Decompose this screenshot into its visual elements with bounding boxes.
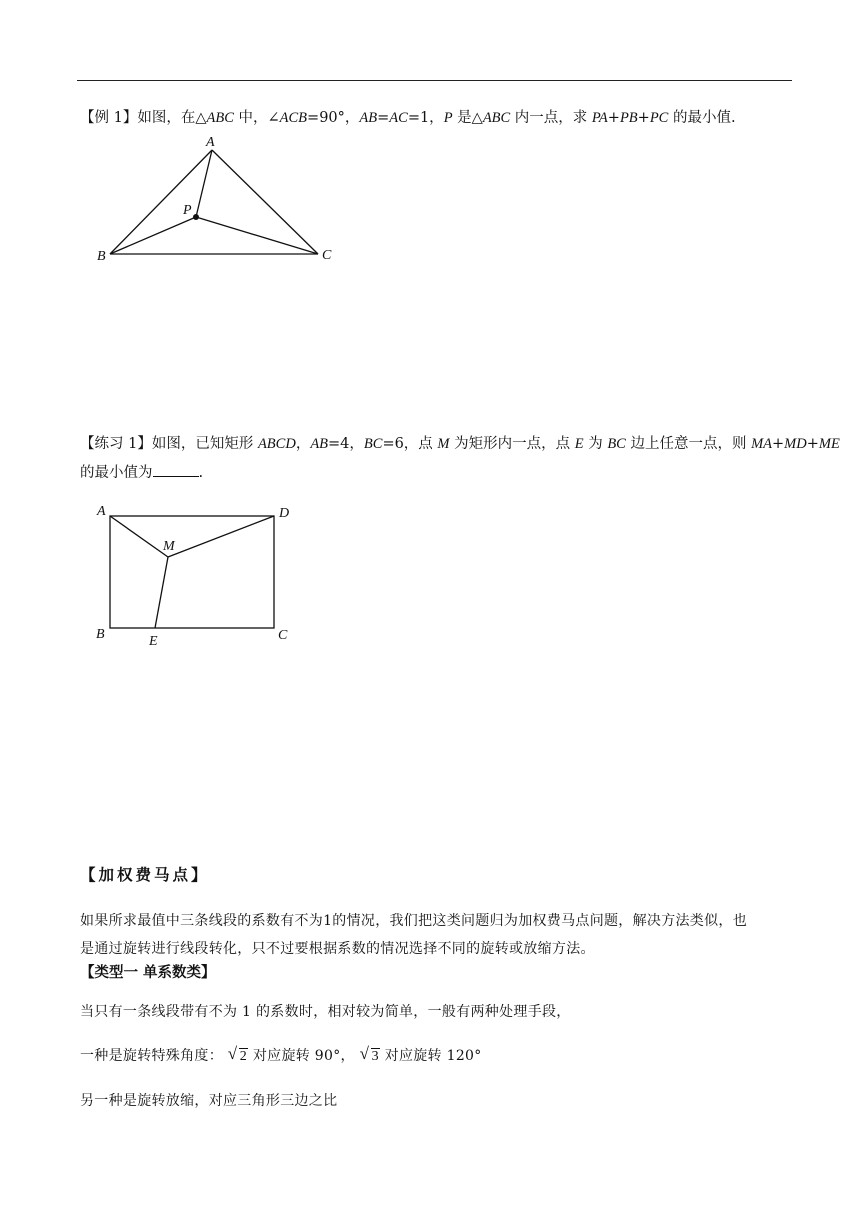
point-P	[193, 214, 199, 220]
text-part: =	[377, 110, 390, 126]
text-part: ABC	[482, 110, 511, 126]
segment-PA	[196, 150, 212, 217]
practice1-tag: 【练习 1】	[80, 436, 152, 452]
text-part: 为	[583, 436, 608, 452]
text-part: +	[772, 436, 785, 452]
label-rect-A: A	[97, 504, 106, 519]
segment-ME	[155, 557, 168, 628]
line-b: 一种是旋转特殊角度： √ 2 对应旋转 90°， √ 3 对应旋转 120°	[80, 1046, 482, 1067]
text-part: 中，∠	[233, 110, 280, 126]
text-part: 边上任意一点，则	[625, 436, 752, 452]
segment-PB	[110, 217, 196, 254]
text-part: +	[637, 110, 650, 126]
text-part: 是△	[452, 110, 483, 126]
text-part: 内一点，求	[510, 110, 592, 126]
text-part: =4，	[328, 436, 364, 452]
text-part: 如图，在△	[137, 110, 207, 126]
type1-heading: 【类型一 单系数类】	[80, 964, 216, 981]
para1-line1: 如果所求最值中三条线段的系数有不为1的情况，我们把这类问题归为加权费马点问题，解决方法类似，也	[80, 913, 748, 929]
answer-blank[interactable]	[153, 462, 199, 477]
label-rect-D: D	[279, 506, 290, 521]
sqrt3-expr: √ 3	[359, 1044, 379, 1064]
text-part: =90°，	[307, 110, 360, 126]
text-part: MD	[784, 436, 807, 452]
label-B: B	[97, 249, 106, 264]
example1-tag: 【例 1】	[80, 110, 138, 126]
label-rect-C: C	[278, 628, 288, 643]
text-part: 如图，已知矩形	[151, 436, 258, 452]
text-part: 的最小值.	[668, 110, 736, 126]
line-a: 当只有一条线段带有不为 1 的系数时，相对较为简单，一般有两种处理手段，	[80, 1004, 571, 1020]
text-part: ，	[295, 436, 311, 452]
text-part: E	[574, 436, 584, 452]
text-part: =6，点	[382, 436, 438, 452]
label-rect-B: B	[96, 627, 105, 642]
text-part: P	[443, 110, 453, 126]
text-part: ME	[818, 436, 840, 452]
text-part: PA	[591, 110, 608, 126]
text-part: +	[806, 436, 819, 452]
text-part: BC	[607, 436, 626, 452]
text-part: ABCD	[257, 436, 296, 452]
para1-line2: 是通过旋转进行线段转化，只不过要根据系数的情况选择不同的旋转或放缩方法。	[80, 941, 595, 957]
section-heading: 【加权费马点】	[80, 865, 210, 884]
text-part: AC	[389, 110, 408, 126]
text-part: 为矩形内一点，点	[449, 436, 575, 452]
label-P: P	[183, 203, 192, 218]
segment-MA	[110, 516, 168, 557]
label-rect-M: M	[163, 539, 175, 554]
edge-AB	[110, 150, 212, 254]
text-part: ACB	[279, 110, 308, 126]
text-part: BC	[363, 436, 383, 452]
text-part: M	[437, 436, 450, 452]
line-c: 另一种是旋转放缩，对应三角形三边之比	[80, 1093, 338, 1109]
practice1-line1	[80, 434, 840, 454]
segment-MD	[168, 516, 274, 557]
text-part: AB	[359, 110, 378, 126]
label-C: C	[322, 248, 332, 263]
text-part: MA	[751, 436, 772, 452]
label-rect-E: E	[149, 634, 158, 649]
text-part: PB	[619, 110, 638, 126]
text-part: ABC	[206, 110, 234, 126]
text-part: PC	[649, 110, 669, 126]
practice1-line2: 的最小值为 .	[80, 462, 203, 483]
text-part: +	[607, 110, 620, 126]
label-A: A	[206, 135, 215, 150]
text-part: AB	[310, 436, 329, 452]
text-part: =1，	[407, 110, 444, 126]
sqrt2-expr: √ 2	[227, 1044, 248, 1064]
